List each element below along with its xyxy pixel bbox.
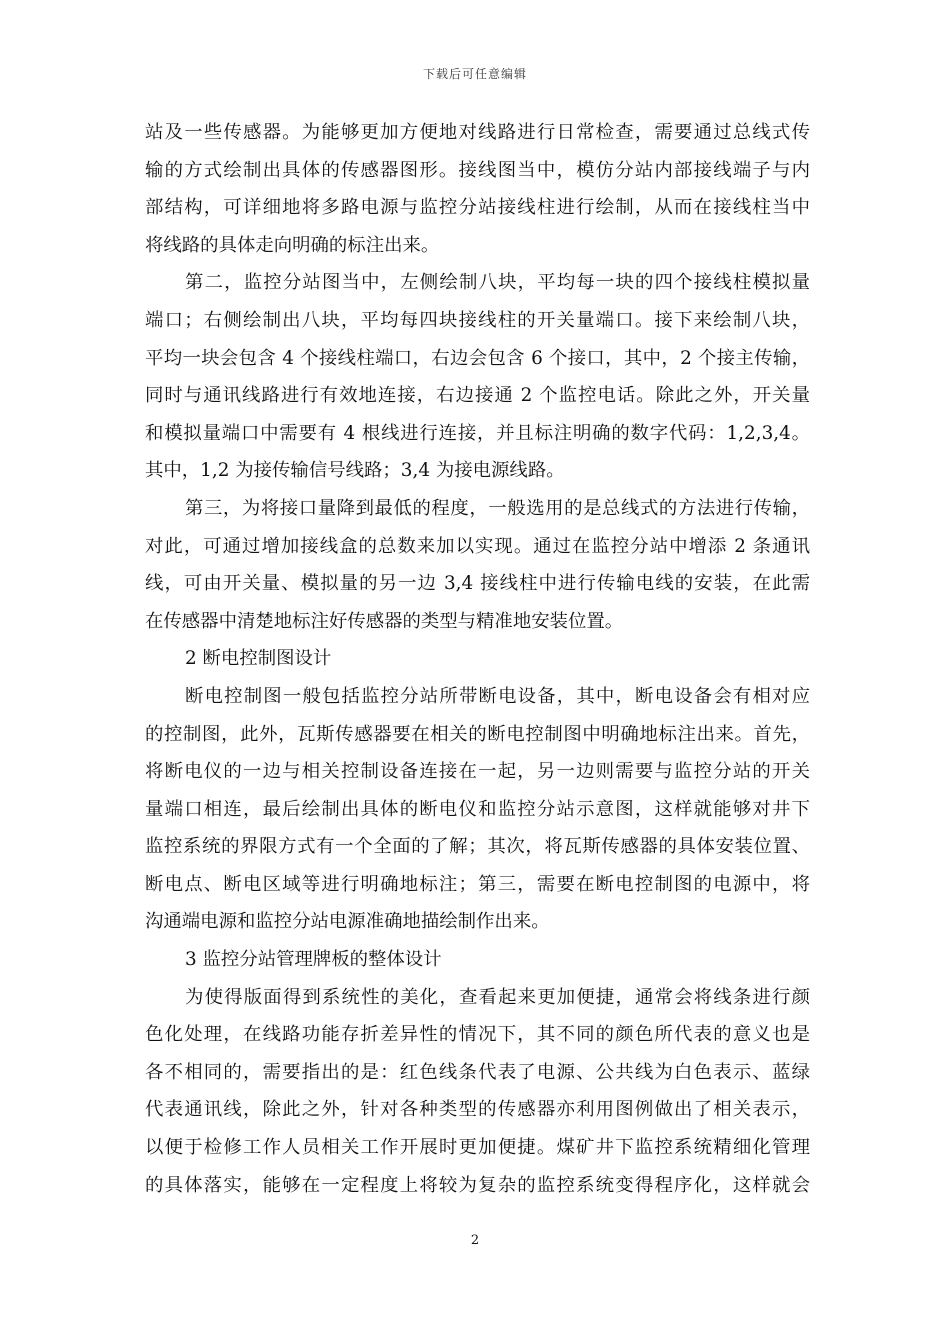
text-line: 第三，为将接口量降到最低的程度，一般选用的是总线式的方法进行传输， — [185, 497, 810, 519]
text-line: 站及一些传感器。为能够更加方便地对线路进行日常检查，需要通过总线式传 — [145, 122, 810, 143]
text-line: 断电控制图一般包括监控分站所带断电设备，其中，断电设备会有相对应 — [185, 685, 810, 707]
text-line: 沟通端电源和监控分站电源准确地描绘制作出来。 — [145, 911, 550, 933]
text-line: 输的方式绘制出具体的传感器图形。接线图当中，模仿分站内部接线端子与内 — [145, 159, 810, 181]
text-line: 代表通讯线，除此之外，针对各种类型的传感器亦利用图例做出了相关表示， — [145, 1099, 810, 1121]
text-line: 的具体落实，能够在一定程度上将较为复杂的监控系统变得程序化，这样就会 — [145, 1174, 810, 1196]
paragraph — [145, 979, 810, 1205]
text-line: 线，可由开关量、模拟量的另一边 3,4 接线柱中进行传输电线的安装，在此需 — [145, 573, 810, 595]
text-line: 为使得版面得到系统性的美化，查看起来更加便捷，通常会将线条进行颜 — [185, 986, 810, 1008]
paragraph — [145, 114, 810, 264]
text-line: 其中，1,2 为接传输信号线路；3,4 为接电源线路。 — [145, 460, 565, 482]
text-line: 量端口相连，最后绘制出具体的断电仪和监控分站示意图，这样就能够对井下 — [145, 798, 810, 820]
text-line: 各不相同的，需要指出的是：红色线条代表了电源、公共线为白色表示、蓝绿 — [145, 1061, 810, 1083]
text-line: 在传感器中清楚地标注好传感器的类型与精准地安装位置。 — [145, 610, 624, 632]
text-line: 第二，监控分站图当中，左侧绘制八块，平均每一块的四个接线柱模拟量 — [185, 272, 810, 294]
text-line: 部结构，可详细地将多路电源与监控分站接线柱进行绘制，从而在接线柱当中 — [145, 197, 810, 219]
text-line: 和模拟量端口中需要有 4 根线进行连接，并且标注明确的数字代码：1,2,3,4。 — [145, 422, 810, 444]
paragraph — [145, 490, 810, 640]
text-line: 监控系统的界限方式有一个全面的了解；其次，将瓦斯传感器的具体安装位置、 — [145, 836, 810, 858]
text-line: 的控制图，此外，瓦斯传感器要在相关的断电控制图中明确地标注出来。首先， — [145, 723, 810, 745]
text-line: 将线路的具体走向明确的标注出来。 — [145, 234, 440, 256]
text-line: 将断电仪的一边与相关控制设备连接在一起，另一边则需要与监控分站的开关 — [145, 761, 810, 783]
text-line: 以便于检修工作人员相关工作开展时更加便捷。煤矿井下监控系统精细化管理 — [145, 1137, 810, 1159]
paragraph — [145, 264, 810, 490]
text-line: 对此，可通过增加接线盒的总数来加以实现。通过在监控分站中增添 2 条通讯 — [145, 535, 810, 557]
page-header: 下载后可任意编辑 — [422, 67, 527, 81]
document-body — [145, 114, 810, 1204]
page-number: 2 — [470, 1233, 480, 1248]
paragraph — [145, 678, 810, 941]
section-heading: 3 监控分站管理牌板的整体设计 — [185, 949, 442, 971]
text-line: 同时与通讯线路进行有效地连接，右边接通 2 个监控电话。除此之外，开关量 — [145, 385, 810, 407]
text-line: 断电点、断电区域等进行明确地标注；第三，需要在断电控制图的电源中，将 — [145, 873, 810, 895]
text-line: 端口；右侧绘制出八块，平均每四块接线柱的开关量端口。接下来绘制八块， — [145, 309, 810, 331]
section-heading: 2 断电控制图设计 — [185, 648, 332, 670]
text-line: 平均一块会包含 4 个接线柱端口，右边会包含 6 个接口，其中，2 个接主传输， — [145, 347, 810, 369]
text-line: 色化处理，在线路功能存折差异性的情况下，其不同的颜色所代表的意义也是 — [145, 1024, 810, 1046]
